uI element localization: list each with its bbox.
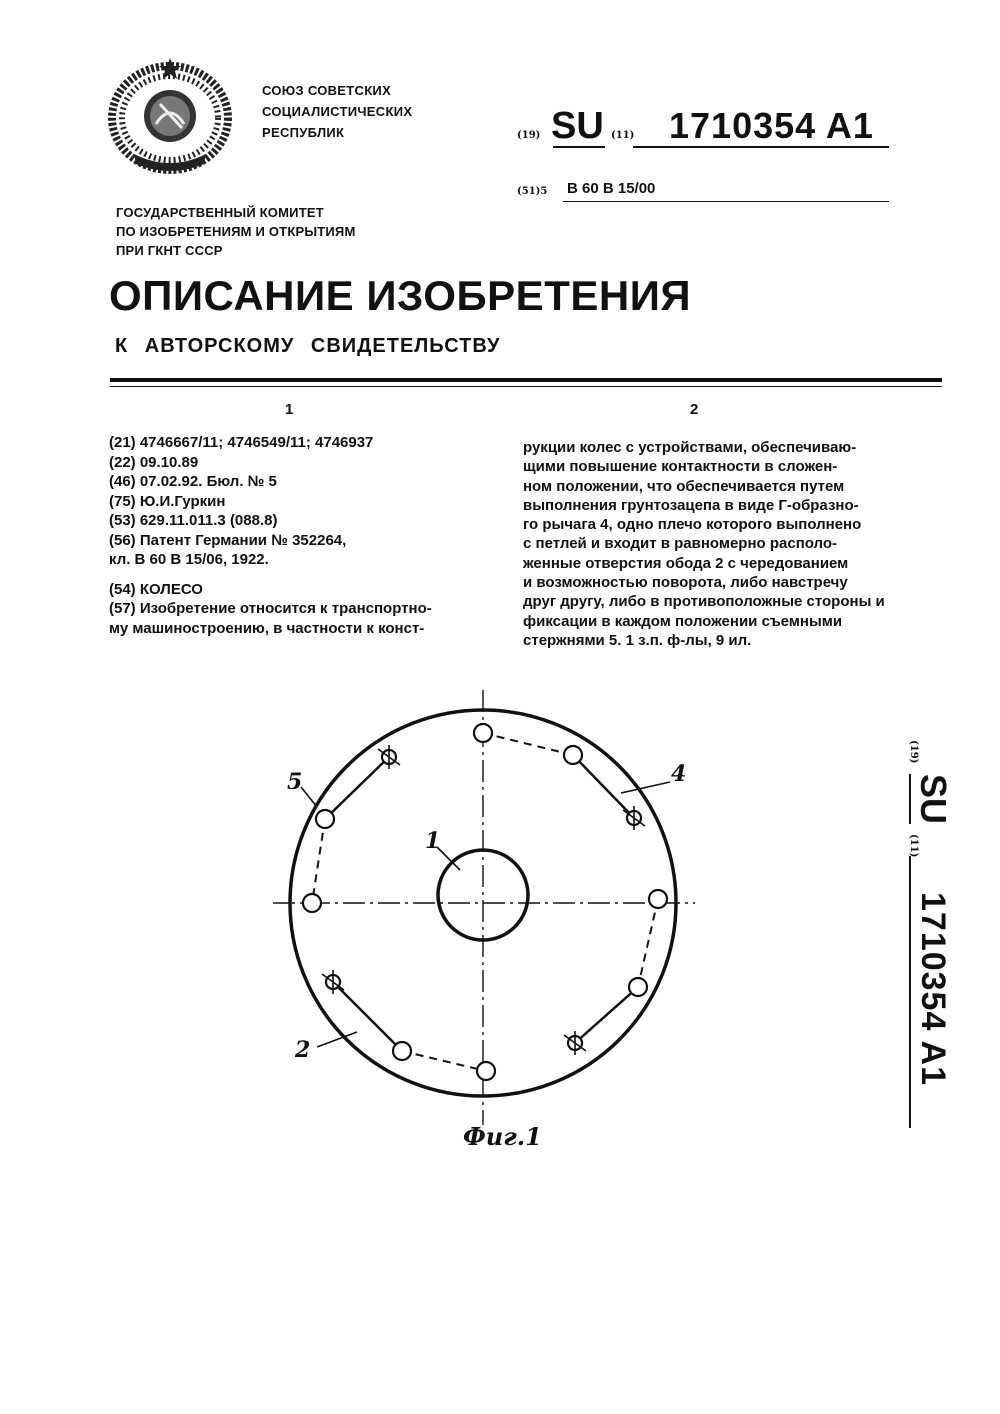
union-name: [262, 80, 412, 143]
ipc-class: В 60 В 15/00: [567, 180, 656, 197]
rim-hole: [474, 724, 492, 742]
abstract-line: фиксации в каждом положении съемными: [523, 612, 843, 630]
wheel-drawing: [265, 685, 705, 1155]
ipc-code-label: (51)5: [517, 186, 548, 197]
union-line: РЕСПУБЛИК: [262, 125, 345, 140]
header-rule: [110, 378, 942, 382]
rim-hole: [316, 810, 334, 828]
abstract-line: рукции колес с устройствами, обеспечиваю-: [523, 439, 857, 456]
side-country-code: SU: [913, 774, 954, 825]
side-number-code-label: (11): [908, 834, 919, 858]
abstract-line: выполнения грунтозацепа в виде Г-образно-: [523, 496, 859, 514]
rim-hole: [629, 978, 647, 996]
abstract-line: (54) КОЛЕСО: [109, 580, 203, 598]
column-number-left: 1: [285, 401, 294, 418]
underline: [553, 146, 605, 148]
abstract-line: и возможностью поворота, либо навстречу: [523, 574, 848, 592]
abstract-line: щими повышение контактности в сложен-: [523, 458, 838, 476]
committee-line: ГОСУДАРСТВЕННЫЙ КОМИТЕТ: [116, 205, 324, 220]
biblio-line: (53) 629.11.011.3 (088.8): [109, 512, 278, 529]
rim-hole: [303, 894, 321, 912]
biblio-line: (56) Патент Германии № 352264,: [109, 531, 347, 549]
country-code-label: (19): [517, 130, 541, 141]
abstract-line: (57) Изобретение относится к транспортно-: [109, 600, 432, 617]
column-number-right: 2: [690, 401, 699, 418]
patent-number: 1710354 A1: [669, 105, 874, 146]
figure-caption: Фиг.1: [463, 1122, 542, 1151]
ipc-block: [517, 180, 889, 204]
ussr-emblem-icon: [104, 54, 236, 178]
underline: [909, 774, 911, 824]
biblio-line: (22) 09.10.89: [109, 453, 199, 471]
biblio-line: (46) 07.02.92. Бюл. № 5: [109, 473, 277, 490]
side-stamp: [905, 740, 955, 1130]
rim-hole: [649, 890, 667, 908]
rim-hole: [393, 1042, 411, 1060]
underline: [563, 201, 889, 202]
biblio-line: (75) Ю.И.Гуркин: [109, 492, 226, 510]
country-code: SU: [551, 105, 604, 147]
abstract-line: му машиностроению, в частности к конст-: [109, 619, 425, 637]
abstract-line: с петлей и входит в равномерно располо-: [523, 535, 838, 553]
biblio-line: кл. В 60 В 15/06, 1922.: [109, 551, 269, 568]
underline: [633, 146, 889, 148]
rim-hole: [477, 1062, 495, 1080]
bibliographic-data: [109, 433, 489, 638]
number-code-label: (11): [611, 130, 635, 141]
figure-label-rim: 2: [295, 1037, 311, 1063]
publication-number-block: [517, 106, 889, 150]
underline: [909, 856, 911, 1128]
leader-line-4: [621, 782, 670, 793]
committee-line: ПО ИЗОБРЕТЕНИЯМ И ОТКРЫТИЯМ: [116, 224, 356, 239]
side-patent-number: 1710354 A1: [914, 892, 952, 1087]
abstract-line: го рычага 4, одно плечо которого выполнено: [523, 516, 862, 534]
abstract-line: женные отверстия обода 2 с чередованием: [523, 554, 849, 572]
rim-hole: [564, 746, 582, 764]
leader-line-5: [301, 787, 317, 807]
abstract-continued: [523, 438, 889, 650]
document-subtitle: К АВТОРСКОМУ СВИДЕТЕЛЬСТВУ: [115, 335, 501, 357]
header-rule-thin: [110, 386, 942, 387]
figure-label-lever: 4: [671, 761, 687, 787]
committee-name: [116, 203, 356, 260]
committee-line: ПРИ ГКНТ СССР: [116, 243, 223, 258]
lever-path-dashed: [312, 733, 658, 1071]
union-line: СОЮЗ СОВЕТСКИХ: [262, 83, 392, 98]
abstract-line: стержнями 5. 1 з.п. ф-лы, 9 ил.: [523, 631, 752, 649]
side-country-code-label: (19): [908, 740, 919, 764]
abstract-line: ном положении, что обеспечивается путем: [523, 477, 845, 495]
union-line: СОЦИАЛИСТИЧЕСКИХ: [262, 104, 413, 119]
figure-label-hub: 1: [425, 828, 441, 854]
figure-label-rod: 5: [287, 769, 303, 795]
abstract-line: друг другу, либо в противоположные стороны и: [523, 593, 885, 611]
biblio-line: (21) 4746667/11; 4746549/11; 4746937: [109, 434, 374, 451]
document-title: ОПИСАНИЕ ИЗОБРЕТЕНИЯ: [109, 272, 692, 319]
